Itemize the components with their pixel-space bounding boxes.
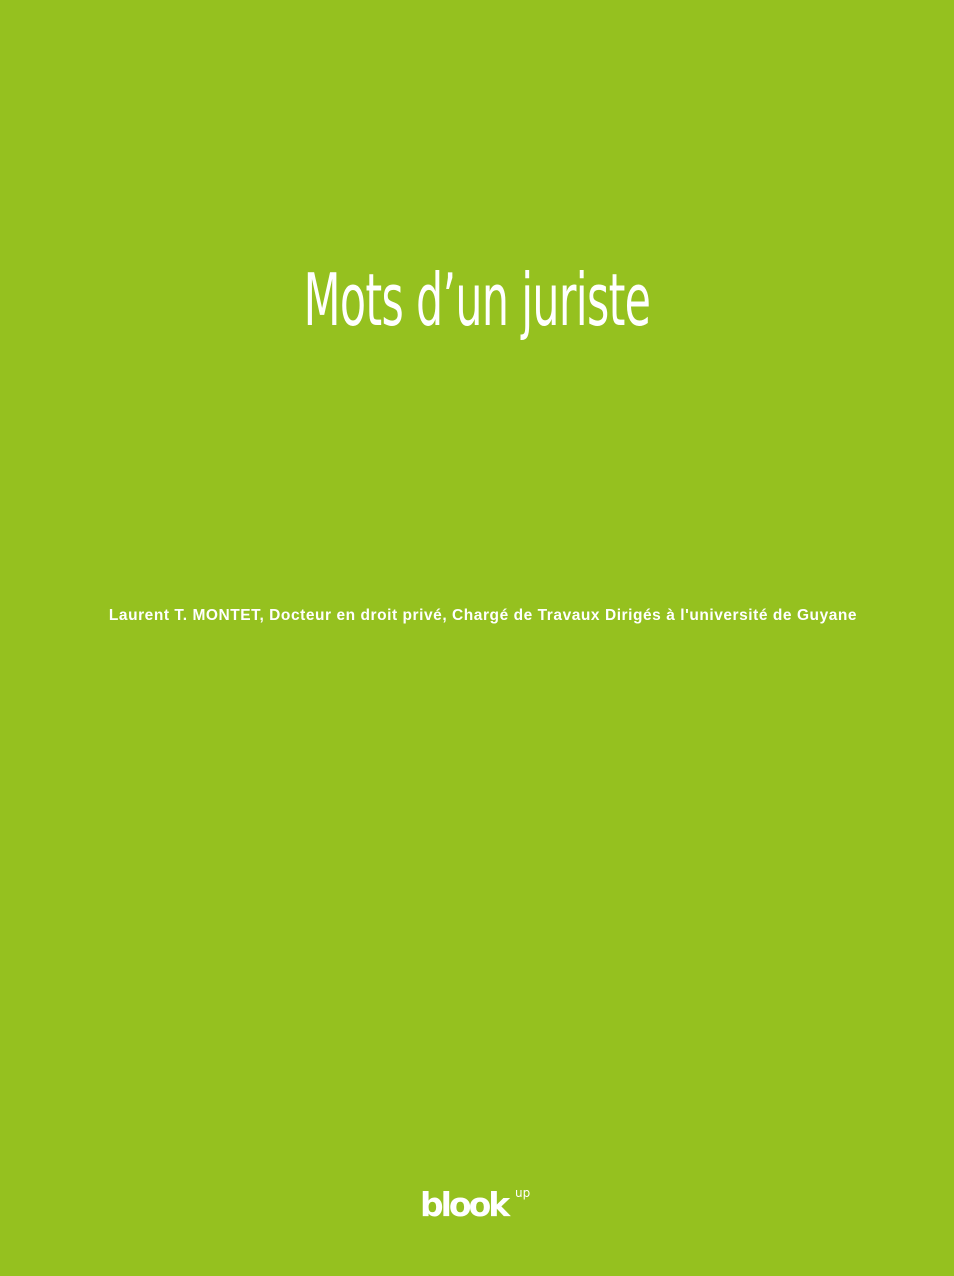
publisher-logo-word: blook — [420, 1185, 508, 1224]
author-line: Laurent T. MONTET, Docteur en droit privé, Chargé de Travaux Dirigés à l'université de Guyane — [108, 607, 858, 624]
book-title: Mots d’un juriste — [303, 258, 651, 342]
publisher-logo-superscript: up — [515, 1186, 531, 1200]
publisher-logo — [420, 1186, 540, 1226]
